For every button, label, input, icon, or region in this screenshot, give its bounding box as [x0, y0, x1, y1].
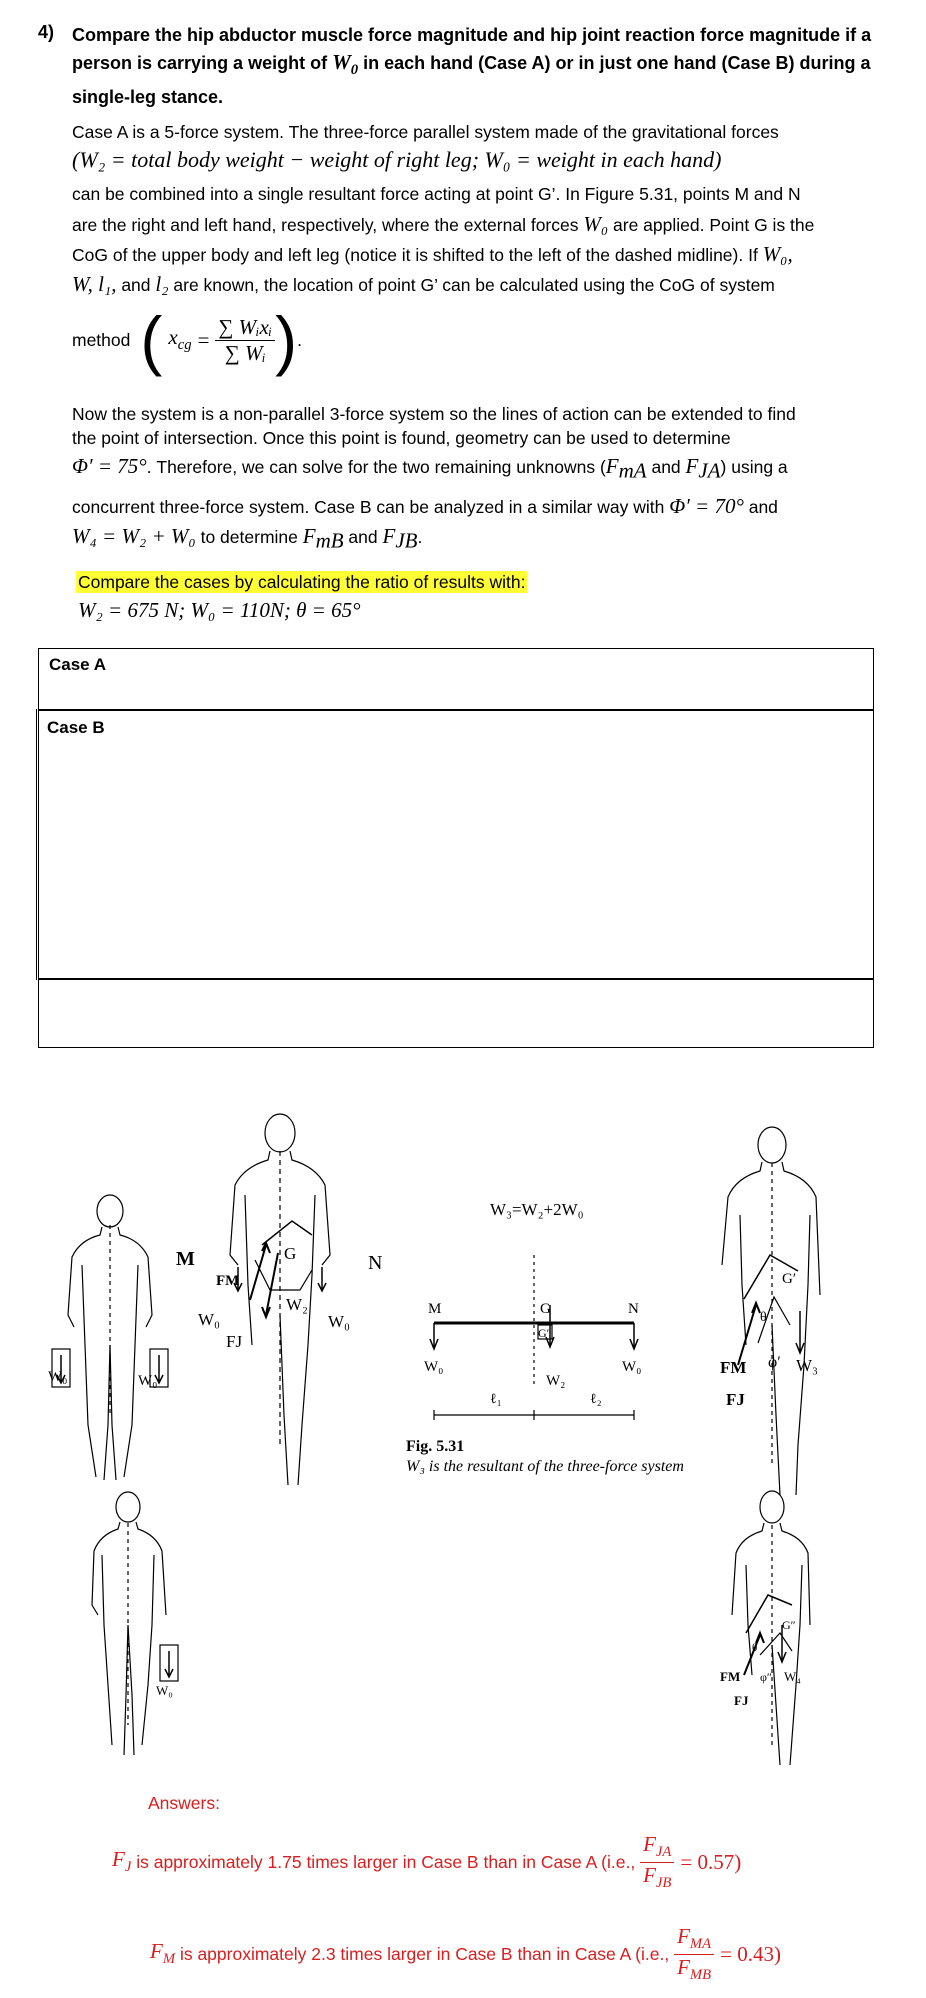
fig-label-n-2: N: [628, 1301, 639, 1317]
fig-caption-italic: W₃ is the resultant of the three-force system: [406, 1458, 684, 1475]
paragraph-1-line-5: CoG of the upper body and left leg (notice it is shifted to the left of the dashed midline). If W₀,: [72, 242, 793, 266]
case-a-box[interactable]: [38, 648, 874, 711]
fig-label-gpp: G″: [782, 1618, 796, 1632]
answer-fj: $F_J$ is approximately 1.75 times larger in Case B than in Case A (i.e., $\frac{F_{JA}}{F_{JB}}$ = 0.57): [112, 1832, 742, 1891]
fig-label-phi2: φ″: [760, 1670, 772, 1684]
fig-label-w2-1: W₂: [286, 1295, 308, 1314]
case-b-box[interactable]: [38, 709, 874, 980]
given-values: W₂ = 675 N; W₀ = 110N; θ = 65°: [78, 598, 361, 622]
paragraph-1-line-4: are the right and left hand, respectively, where the external forces W₀ are applied. Point G is the: [72, 212, 815, 236]
question-text: [72, 22, 882, 111]
question-text-a: Compare the hip abductor muscle force magnitude and hip joint reaction force magnitude if a person is carrying a weight of: [72, 25, 872, 73]
fig-label-gprime-1: G′: [538, 1326, 550, 1340]
figure-5-31: [30, 1085, 890, 1765]
question-text-b: in each hand (Case A) or in just one hand (Case B) during a single-leg stance.: [72, 53, 871, 108]
paragraph-2-line-5: W₄ = W₂ + W₀ to determine $F_{mB}$ and $F_{JB}$.: [72, 524, 423, 553]
fig-label-fm-3: FM: [720, 1669, 741, 1684]
fig-label-gprime-2: G′: [782, 1271, 797, 1287]
fig-label-w0-3: W₀: [198, 1310, 220, 1329]
paragraph-1-line-2: (W₂ = total body weight − weight of right leg; W₀ = weight in each hand): [72, 147, 722, 172]
fig-label-theta-2: θ: [752, 1642, 758, 1654]
fig-label-w2-2: W₂: [546, 1373, 566, 1389]
paragraph-2-line-1: Now the system is a non-parallel 3-force system so the lines of action can be extended to find: [72, 404, 796, 424]
fig-label-g-2: G: [540, 1301, 551, 1317]
fig-label-w0-7: W₀: [156, 1683, 173, 1698]
case-a-label: Case A: [49, 655, 107, 674]
fig-label-n-1: N: [368, 1252, 383, 1274]
answer-fm-symbol: $F_M$: [150, 1939, 176, 1968]
w0-symbol: $W_0$: [332, 50, 359, 79]
answer-fj-value: = 0.57): [680, 1849, 742, 1874]
fig-label-w3-eq: W₃=W₂+2W₀: [490, 1200, 584, 1219]
method-label: method: [72, 329, 131, 350]
paragraph-2-line-3: Φ′ = 75°. Therefore, we can solve for the two remaining unknowns ($F_{mA}$ and $F_{JA}$) using a: [72, 454, 788, 483]
paragraph-1-line-3: can be combined into a single resultant force acting at point G’. In Figure 5.31, points M and N: [72, 184, 801, 204]
figure-person-right-case-b: [732, 1491, 810, 1765]
fig-label-theta-1: θ: [760, 1310, 767, 1325]
formula-paren-left: (: [140, 303, 163, 377]
figure-beam-diagram: [430, 1255, 638, 1420]
formula-paren-right: ): [275, 303, 298, 377]
fig-label-fm-2: FM: [720, 1358, 747, 1377]
answer-fm-ratio: $\frac{F_{MA}}{F_{MB}}$: [674, 1924, 714, 1983]
fig-label-w4: W₄: [784, 1669, 801, 1684]
figure-free-body-case-a: [230, 1114, 330, 1485]
answer-fm-value: = 0.43): [720, 1941, 781, 1966]
cog-formula: method ( $x_{cg}$ = $\frac{\text{∑ Wᵢxᵢ}}{\text{∑ Wᵢ}}$ ) .: [72, 303, 302, 377]
fig-caption-bold: Fig. 5.31: [406, 1438, 465, 1455]
fig-label-l1: ℓ₁: [490, 1392, 502, 1407]
fig-label-m-2: M: [428, 1301, 442, 1317]
fig-label-l2: ℓ₂: [590, 1392, 602, 1407]
fig-label-phi1: φ′: [768, 1354, 781, 1371]
paragraph-1-line-6: W, l₁, and l₂ are known, the location of point G’ can be calculated using the CoG of system: [72, 272, 775, 296]
figure-person-two-weights: [68, 1195, 152, 1480]
fig-label-fm-1: FM: [216, 1273, 240, 1289]
fig-label-w0-1: W₀: [48, 1369, 68, 1385]
fig-label-w3: W₃: [796, 1356, 818, 1375]
answers-title: Answers:: [148, 1793, 220, 1813]
fig-label-fj-1: FJ: [226, 1332, 243, 1351]
answer-fj-ratio: $\frac{F_{JA}}{F_{JB}}$: [640, 1832, 674, 1891]
fig-label-fj-3: FJ: [734, 1693, 749, 1708]
fig-label-fj-2: FJ: [726, 1390, 745, 1409]
fig-label-w0-5: W₀: [424, 1359, 444, 1375]
fig-label-w0-4: W₀: [328, 1312, 350, 1331]
highlighted-instruction: Compare the cases by calculating the ratio of results with:: [78, 572, 526, 592]
formula-fraction: $\frac{\text{∑ Wᵢxᵢ}}{\text{∑ Wᵢ}}$: [215, 315, 275, 366]
answer-fm: $F_M$ is approximately 2.3 times larger in Case B than in Case A (i.e., $\frac{F_{MA}}{F_{MB}}$ = 0.43): [150, 1924, 781, 1983]
formula-lhs: $x_{cg}$: [168, 325, 192, 354]
question-number: 4): [38, 22, 55, 42]
blank-answer-box[interactable]: [38, 978, 874, 1048]
case-b-label: Case B: [47, 718, 105, 737]
paragraph-1-line-1: Case A is a 5-force system. The three-force parallel system made of the gravitational forces: [72, 122, 779, 142]
fig-label-w0-2: W₀: [138, 1373, 158, 1389]
figure-person-one-weight: [92, 1492, 178, 1755]
paragraph-2-line-2: the point of intersection. Once this point is found, geometry can be used to determine: [72, 428, 731, 448]
answer-fj-symbol: $F_J$: [112, 1847, 132, 1876]
figure-person-right-case-a: [722, 1127, 820, 1495]
fig-label-m-1: M: [176, 1248, 195, 1270]
paragraph-2-line-4: concurrent three-force system. Case B can be analyzed in a similar way with Φ′ = 70° and: [72, 494, 778, 518]
fig-label-w0-6: W₀: [622, 1359, 642, 1375]
fig-label-g-1: G: [284, 1244, 297, 1263]
